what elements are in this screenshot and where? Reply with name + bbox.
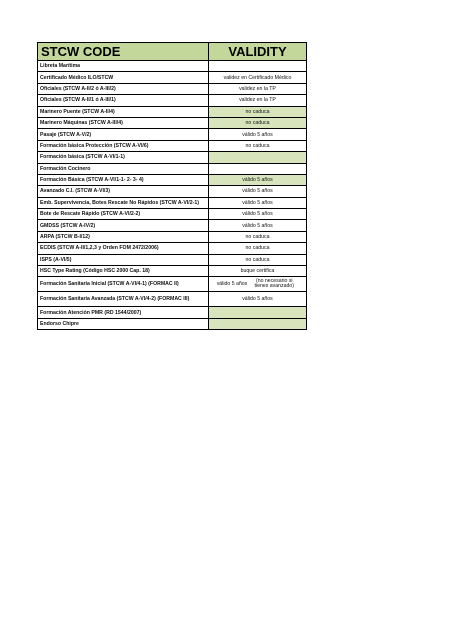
stcw-code-cell: Formación Básica (STCW A-VI/1-1- 2- 3- 4) [38,174,209,185]
table-row [38,61,307,72]
validity-cell: no caduca [209,140,307,151]
header-validity: VALIDITY [209,43,307,61]
table-row [38,231,307,242]
table-row [38,117,307,128]
validity-cell [209,163,307,174]
table-row [38,277,307,292]
table-row [38,129,307,140]
header-stcw-code: STCW CODE [38,43,209,61]
stcw-code-cell: HSC Type Rating (Código HSC 2000 Cap. 18) [38,266,209,277]
table-row [38,197,307,208]
stcw-code-cell: GMDSS (STCW A-IV/2) [38,220,209,231]
table-row [38,152,307,163]
stcw-code-cell: Endorso Chipre [38,318,209,329]
stcw-code-cell: Formación básica (STCW A-VI/1-1) [38,152,209,163]
validity-cell: no caduca [209,117,307,128]
table-row [38,318,307,329]
validity-cell: validez en Certificado Médico [209,72,307,83]
stcw-code-cell: Oficiales (STCW A-II/1 ó A-III/1) [38,95,209,106]
table-row [38,83,307,94]
validity-cell: válido 5 años [209,197,307,208]
validity-cell: válido 5 años [209,292,307,307]
table-row [38,163,307,174]
validity-cell: no caduca [209,254,307,265]
stcw-code-cell: ECDIS (STCW A-II/1,2,3 y Orden FOM 2472/2006) [38,243,209,254]
validity-cell: validez en la TP [209,83,307,94]
validity-cell: no caduca [209,243,307,254]
stcw-table [37,42,307,330]
table-body [38,61,307,330]
validity-cell: validez en la TP [209,95,307,106]
stcw-code-cell: Emb. Supervivencia, Botes Rescate No Rápidos (STCW A-VI/2-1) [38,197,209,208]
table-row [38,174,307,185]
validity-cell [209,152,307,163]
table-row [38,209,307,220]
validity-note: (no necesario si tienes avanzado) [254,278,295,290]
table-row [38,292,307,307]
stcw-code-cell: Formación Cocinero [38,163,209,174]
table-header-row [38,43,307,61]
validity-cell [209,318,307,329]
validity-cell [209,307,307,318]
validity-cell: válido 5 años [209,174,307,185]
stcw-code-cell: Marinero Puente (STCW A-II/4) [38,106,209,117]
validity-split [211,279,304,289]
table-row [38,72,307,83]
table-row [38,95,307,106]
stcw-code-cell: Oficiales (STCW A-II/2 ó A-III/2) [38,83,209,94]
table-row [38,307,307,318]
stcw-code-cell: Formación Sanitaria Avanzada (STCW A-VI/4-2) (FORMAC III) [38,292,209,307]
stcw-code-cell: Marinero Máquinas (STCW A-III/4) [38,117,209,128]
validity-cell: válido 5 años [209,186,307,197]
stcw-code-cell: Pasaje (STCW A-V/2) [38,129,209,140]
validity-cell [209,277,307,292]
stcw-code-cell: Bote de Rescate Rápido (STCW A-VI/2-2) [38,209,209,220]
validity-cell: válido 5 años [209,220,307,231]
validity-main: válido 5 años [216,280,248,287]
table-row [38,220,307,231]
stcw-table-sheet [37,42,306,330]
table-row [38,243,307,254]
stcw-code-cell: Avanzado C.I. (STCW A-VI/3) [38,186,209,197]
stcw-code-cell: Formación Sanitaria Inicial (STCW A-VI/4-1) (FORMAC II) [38,277,209,292]
stcw-code-cell: Formación básica Protección (STCW A-VI/6) [38,140,209,151]
table-row [38,254,307,265]
validity-cell [209,61,307,72]
stcw-code-cell: ARPA (STCW B-I/12) [38,231,209,242]
table-row [38,186,307,197]
table-row [38,266,307,277]
validity-cell: válido 5 años [209,209,307,220]
table-row [38,106,307,117]
validity-cell: buque certifica [209,266,307,277]
validity-cell: no caduca [209,106,307,117]
stcw-code-cell: ISPS (A-VI/5) [38,254,209,265]
stcw-code-cell: Certificado Médico ILO/STCW [38,72,209,83]
table-row [38,140,307,151]
stcw-code-cell: Formación Atención PMR (RD 1544/2007) [38,307,209,318]
validity-cell: no caduca [209,231,307,242]
validity-cell: válido 5 años [209,129,307,140]
stcw-code-cell: Libreta Marítima [38,61,209,72]
